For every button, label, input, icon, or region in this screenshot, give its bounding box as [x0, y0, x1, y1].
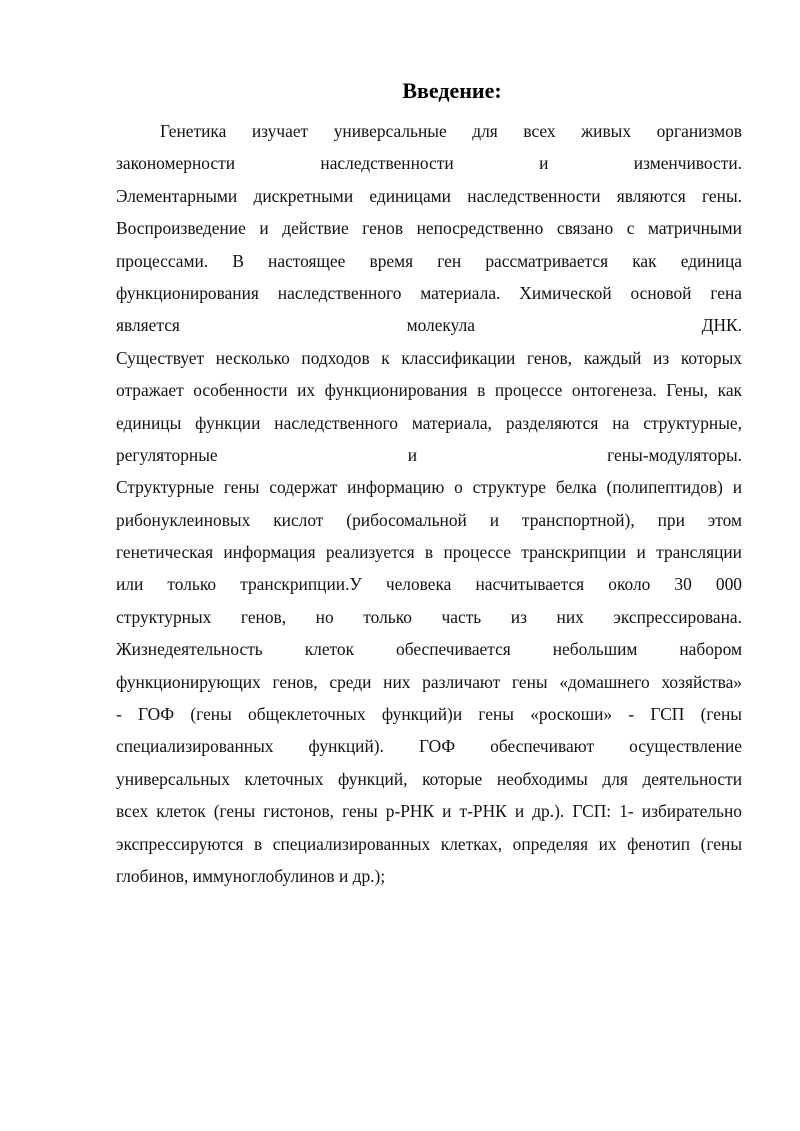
text-line: Существует несколько подходов к классификации генов, каждый из которых [116, 347, 742, 368]
text-line: Генетика изучает универсальные для всех живых организмов [160, 121, 742, 141]
text-line: универсальных клеточных функций, которые необходимы для деятельности [116, 768, 742, 789]
text-line: или только транскрипции.У человека насчитывается около 30 000 [116, 574, 742, 595]
text-line: глобинов, иммуноглобулинов и др.); [116, 865, 386, 886]
text-line: функционирования наследственного материала. Химической основой гена [116, 282, 742, 303]
text-line: генетическая информация реализуется в процессе транскрипции и трансляции [116, 542, 742, 563]
text-line: процессами. В настоящее время ген рассматривается как единица [116, 250, 742, 271]
text-line: всех клеток (гены гистонов, гены р-РНК и т-РНК и др.). ГСП: 1- избирательно [116, 801, 742, 822]
text-line: закономерности наследственности и изменчивости. [116, 153, 742, 174]
text-line: рибонуклеиновых кислот (рибосомальной и транспортной), при этом [116, 509, 742, 530]
text-line: специализированных функций). ГОФ обеспечивают осуществление [116, 736, 742, 757]
text-line: Жизнедеятельность клеток обеспечивается небольшим набором [116, 639, 742, 660]
text-line: является молекула ДНК. [116, 315, 742, 336]
text-line: регуляторные и гены-модуляторы. [116, 444, 742, 465]
text-line: Структурные гены содержат информацию о структуре белка (полипептидов) и [116, 477, 742, 498]
text-line: функционирующих генов, среди них различают гены «домашнего хозяйства» [116, 671, 742, 692]
text-line: Элементарными дискретными единицами наследственности являются гены. [116, 185, 742, 206]
text-line: - ГОФ (гены общеклеточных функций)и гены «роскоши» - ГСП (гены [116, 704, 742, 725]
text-line: структурных генов, но только часть из них экспрессирована. [116, 606, 742, 627]
text-line: единицы функции наследственного материала, разделяются на структурные, [116, 412, 742, 433]
text-line: отражает особенности их функционирования в процессе онтогенеза. Гены, как [116, 380, 742, 401]
page-title: Введение: [402, 78, 502, 103]
body-text [116, 115, 742, 892]
text-line: экспрессируются в специализированных клетках, определяя их фенотип (гены [116, 833, 742, 854]
text-line: Воспроизведение и действие генов непосредственно связано с матричными [116, 218, 742, 239]
